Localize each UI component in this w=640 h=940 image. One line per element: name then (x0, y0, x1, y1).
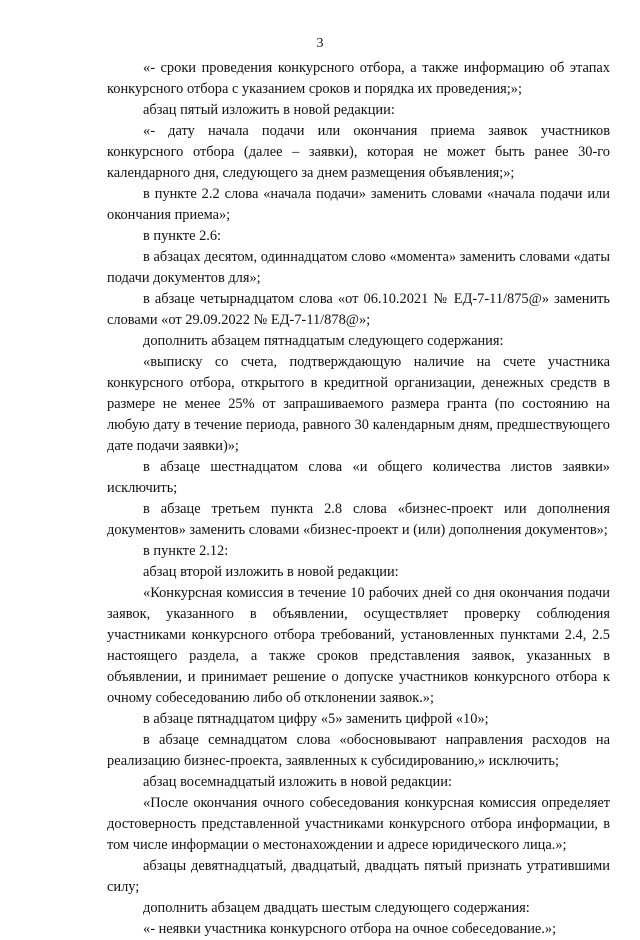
paragraph: в пункте 2.2 слова «начала подачи» заменить словами «начала подачи или окончания приема»; (107, 186, 610, 223)
paragraph: «Конкурсная комиссия в течение 10 рабочих дней со дня окончания подачи заявок, указанного в объявлении, осуществляет проверку соблюдения участниками конкурсного отбора требований, установленных пунктами 2.4, 2.5 настоящего раздела, а также сроков представления заявок, указанных в объявлении, и принимает решение о допуске участников конкурсного отбора к очному собеседованию либо об отклонении заявок.»; (107, 585, 610, 706)
paragraph: «После окончания очного собеседования конкурсная комиссия определяет достоверность представленной участниками конкурсного отбора информации, в том числе информации о местонахождении и адресе юридического лица.»; (107, 795, 610, 853)
paragraph: «- сроки проведения конкурсного отбора, а также информацию об этапах конкурсного отбора с указанием сроков и порядка их проведения;»; (107, 60, 610, 97)
paragraph: абзац второй изложить в новой редакции: (143, 564, 399, 580)
paragraph: в абзаце третьем пункта 2.8 слова «бизнес-проект или дополнения документов» заменить словами «бизнес-проект и (или) дополнения документов»; (107, 501, 610, 538)
paragraph: в абзаце семнадцатом слова «обосновывают направления расходов на реализацию бизнес-проекта, заявленных к субсидированию,» исключить; (107, 732, 610, 769)
paragraph: абзац восемнадцатый изложить в новой редакции: (143, 774, 452, 790)
paragraph: абзацы девятнадцатый, двадцатый, двадцать пятый признать утратившими силу; (107, 858, 610, 895)
paragraph: в пункте 2.6: (143, 228, 222, 244)
paragraph: в абзацах десятом, одиннадцатом слово «момента» заменить словами «даты подачи документов для»; (107, 249, 610, 286)
paragraph: «- дату начала подачи или окончания приема заявок участников конкурсного отбора (далее – заявки), которая не может быть ранее 30-го календарного дня, следующего за днем размещения объявления;»; (107, 123, 610, 181)
paragraph: в абзаце шестнадцатом слова «и общего количества листов заявки» исключить; (107, 459, 610, 496)
paragraph: дополнить абзацем двадцать шестым следующего содержания: (143, 900, 530, 916)
paragraph: «выписку со счета, подтверждающую наличие на счете участника конкурсного отбора, открытого в кредитной организации, денежных средств в размере не менее 25% от запрашиваемого размера гранта (по состоянию на любую дату в течение периода, равного 30 календарным дням, предшествующего дате подачи заявки)»; (107, 354, 610, 454)
page-number: 3 (316, 36, 324, 51)
paragraph: дополнить абзацем пятнадцатым следующего содержания: (143, 333, 504, 349)
paragraph: в абзаце пятнадцатом цифру «5» заменить цифрой «10»; (143, 711, 489, 727)
paragraph: «- неявки участника конкурсного отбора на очное собеседование.»; (143, 921, 557, 937)
paragraph: в пункте 2.12: (143, 543, 229, 559)
paragraph: в абзаце четырнадцатом слова «от 06.10.2021 № ЕД-7-11/875@» заменить словами «от 29.09.2022 № ЕД-7-11/878@»; (107, 291, 610, 328)
document-body (107, 58, 610, 940)
paragraph: абзац пятый изложить в новой редакции: (143, 102, 395, 118)
